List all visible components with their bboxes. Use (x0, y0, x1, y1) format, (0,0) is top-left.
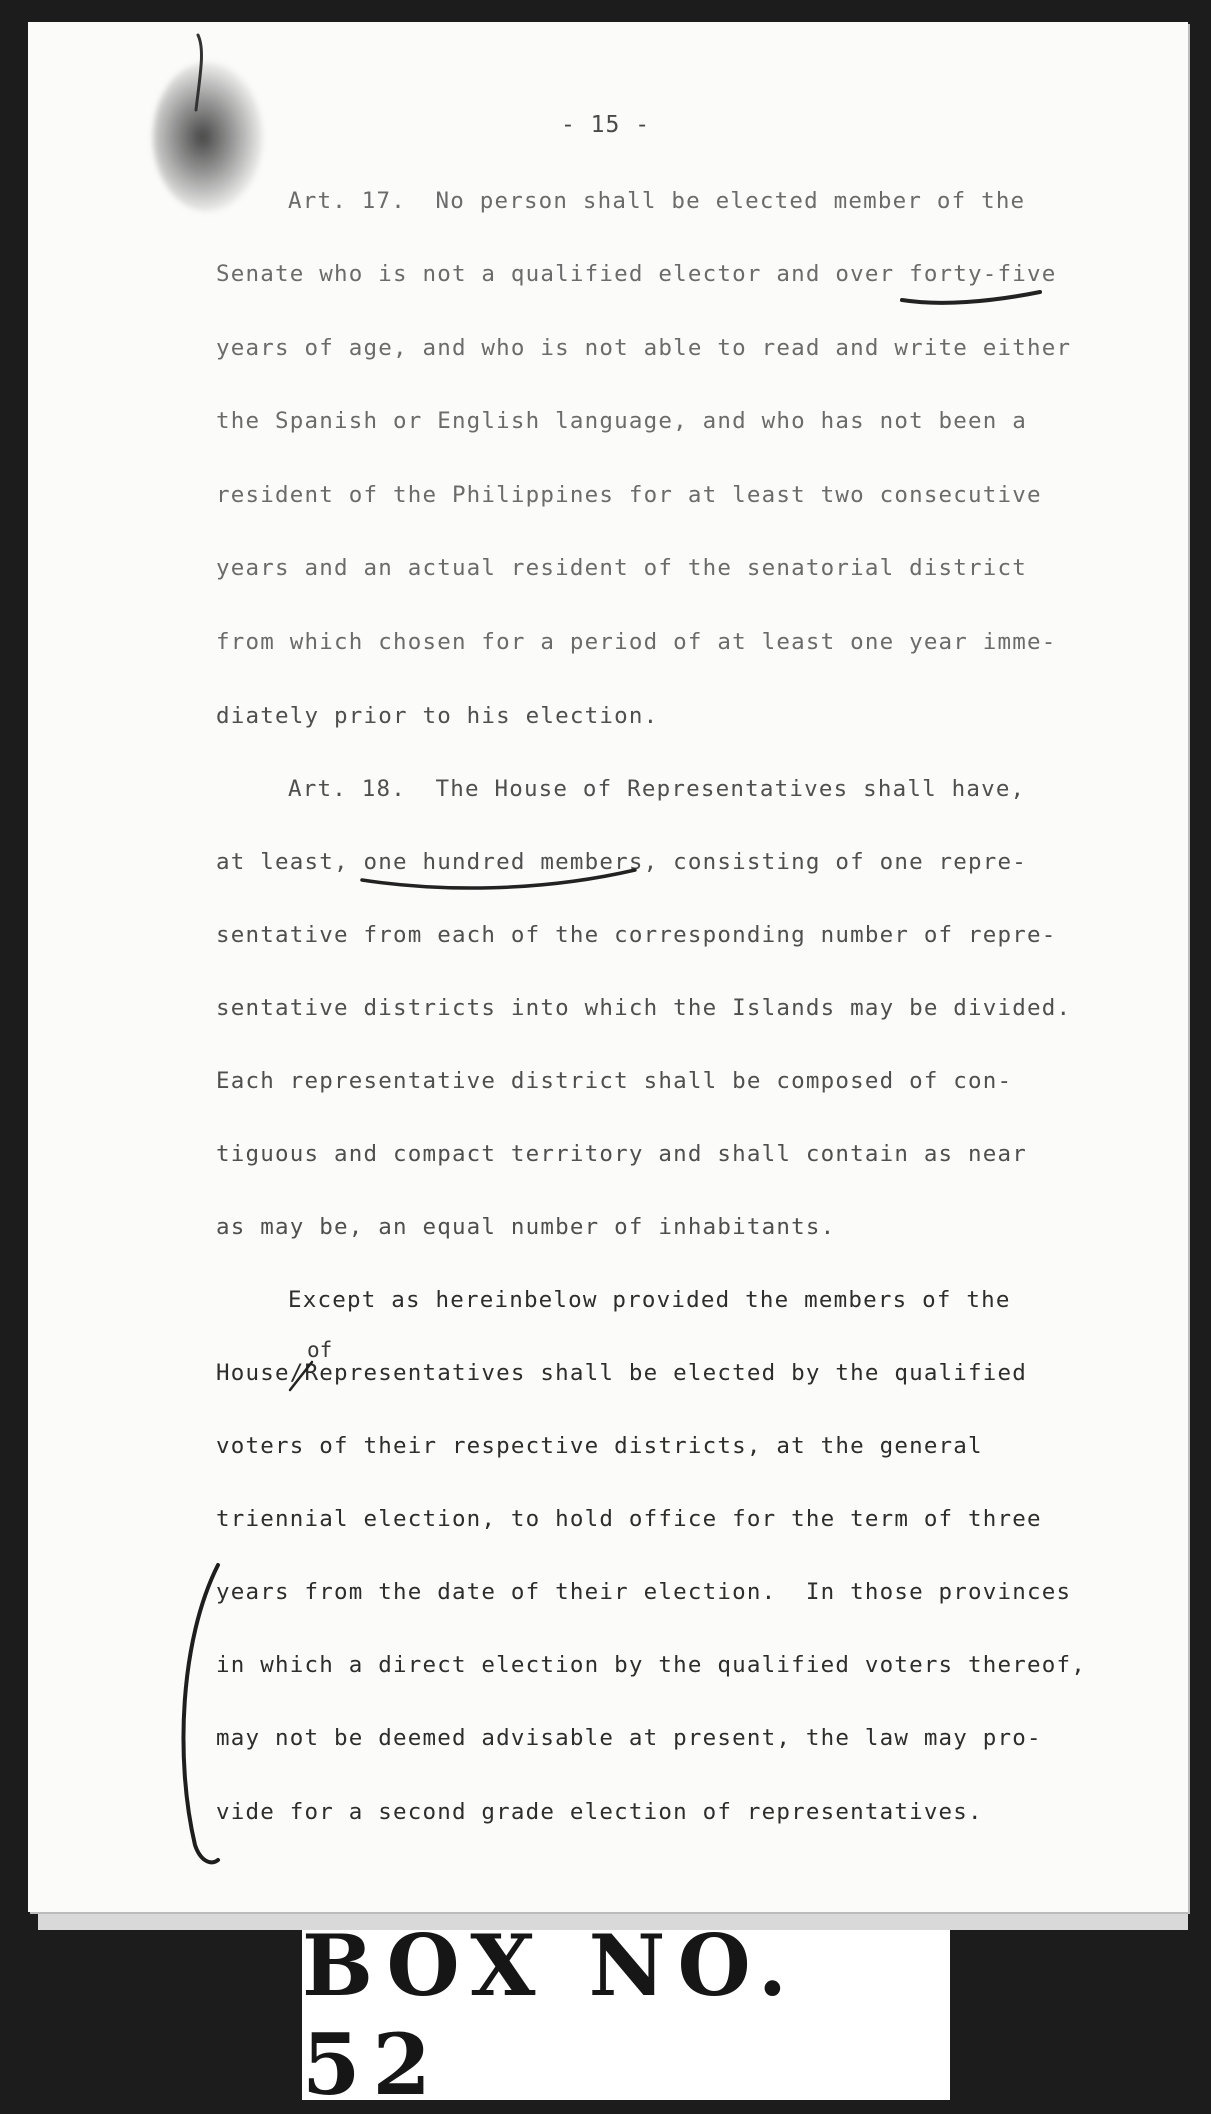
art17-line-5: resident of the Philippines for at least two consecutive (216, 482, 1042, 508)
document-page (28, 22, 1188, 1912)
art18-line-7: as may be, an equal number of inhabitants. (216, 1214, 836, 1240)
art18-line-2: at least, one hundred members, consisting of one repre- (216, 849, 1028, 875)
box-label (302, 1916, 950, 2114)
art17-line-2: Senate who is not a qualified elector and over forty-five (216, 261, 1057, 287)
art18-line-1: Art. 18. The House of Representatives shall have, (288, 776, 1026, 802)
art17-line-8: diately prior to his election. (216, 703, 659, 729)
art17-line-7: from which chosen for a period of at least one year imme- (216, 629, 1057, 655)
except-line-1: Except as hereinbelow provided the members of the (288, 1287, 1011, 1313)
except-line-4: triennial election, to hold office for the term of three (216, 1506, 1042, 1532)
art17-line-6: years and an actual resident of the senatorial district (216, 555, 1028, 581)
art18-line-5: Each representative district shall be composed of con- (216, 1068, 1013, 1094)
handwritten-insertion: of (307, 1338, 333, 1362)
except-line-8: vide for a second grade election of representatives. (216, 1799, 983, 1825)
art18-line-6: tiguous and compact territory and shall contain as near (216, 1141, 1028, 1167)
art17-line-3: years of age, and who is not able to read and write either (216, 335, 1072, 361)
except-line-3: voters of their respective districts, at the general (216, 1433, 983, 1459)
box-label-text: BOX NO. 52 (302, 1916, 799, 2114)
art17-line-4: the Spanish or English language, and who has not been a (216, 408, 1028, 434)
except-line-5: years from the date of their election. In those provinces (216, 1579, 1072, 1605)
art17-line-1: Art. 17. No person shall be elected member of the (288, 188, 1026, 214)
except-line-7: may not be deemed advisable at present, the law may pro- (216, 1725, 1042, 1751)
except-line-2: House/Representatives shall be elected by the qualified (216, 1360, 1028, 1386)
except-line-6: in which a direct election by the qualified voters thereof, (216, 1652, 1087, 1678)
art18-line-4: sentative districts into which the Islands may be divided. (216, 995, 1072, 1021)
art18-line-3: sentative from each of the corresponding number of repre- (216, 922, 1057, 948)
page-number: - 15 - (560, 112, 651, 138)
